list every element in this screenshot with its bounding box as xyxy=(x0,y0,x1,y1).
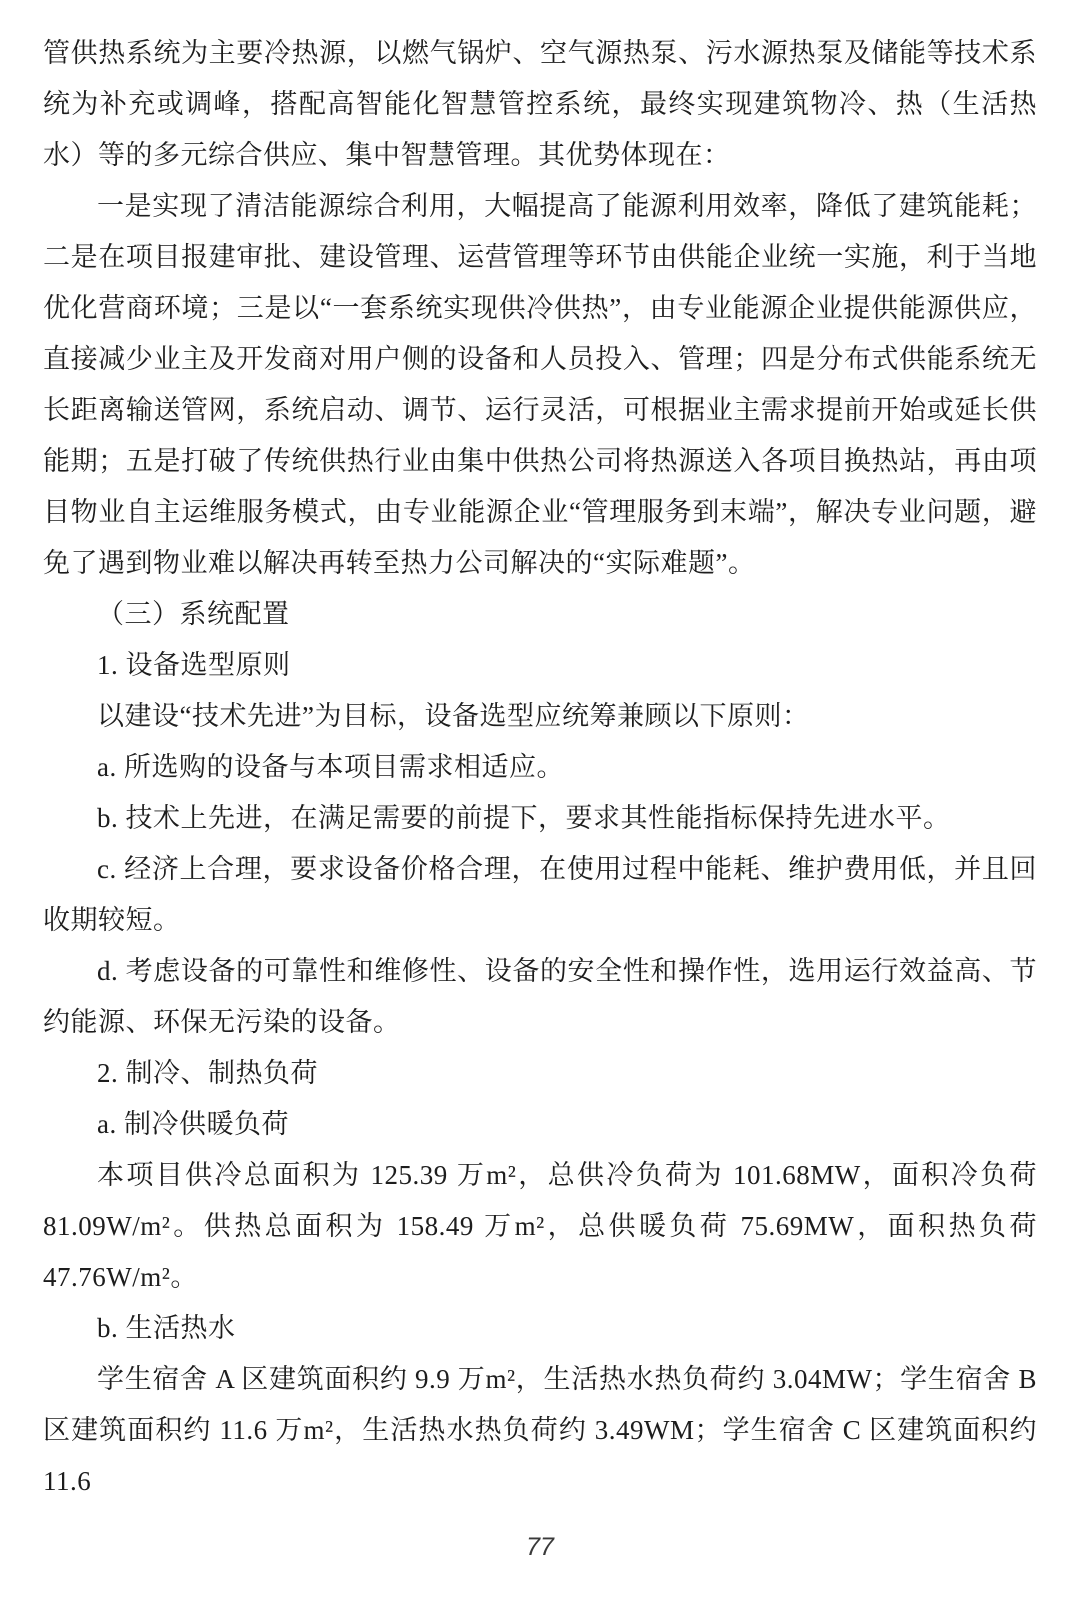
list-item: d. 考虑设备的可靠性和维修性、设备的安全性和操作性，选用运行效益高、节约能源、环保无污染的设备。 xyxy=(43,956,1037,1037)
paragraph: 一是实现了清洁能源综合利用，大幅提高了能源利用效率，降低了建筑能耗；二是在项目报建审批、建设管理、运营管理等环节由供能企业统一实施，利于当地优化营商环境；三是以“一套系统实现供冷供热”，由专业能源企业提供能源供应，直接减少业主及开发商对用户侧的设备和人员投入、管理；四是分布式供能系统无长距离输送管网，系统启动、调节、运行灵活，可根据业主需求提前开始或延长供能期；五是打破了传统供热行业由集中供热公司将热源送入各项目换热站，再由项目物业自主运维服务模式，由专业能源企业“管理服务到末端”，解决专业问题，避免了遇到物业难以解决再转至热力公司解决的“实际难题”。 xyxy=(43,191,1037,578)
paragraph: 以建设“技术先进”为目标，设备选型应统筹兼顾以下原则： xyxy=(97,701,810,731)
paragraph: 管供热系统为主要冷热源，以燃气锅炉、空气源热泵、污水源热泵及储能等技术系统为补充或调峰，搭配高智能化智慧管控系统，最终实现建筑物冷、热（生活热水）等的多元综合供应、集中智慧管理。其优势体现在： xyxy=(43,38,1037,170)
paragraph: 学生宿舍 A 区建筑面积约 9.9 万m²，生活热水热负荷约 3.04MW；学生宿舍 B 区建筑面积约 11.6 万m²，生活热水热负荷约 3.49WM；学生宿舍 C 区建筑面积约 11.6 xyxy=(43,1364,1037,1496)
subsection-heading: a. 制冷供暖负荷 xyxy=(97,1109,289,1139)
subsection-heading: b. 生活热水 xyxy=(97,1313,236,1343)
list-item: a. 所选购的设备与本项目需求相适应。 xyxy=(97,752,564,782)
page-number: 77 xyxy=(526,1533,554,1561)
list-item: c. 经济上合理，要求设备价格合理，在使用过程中能耗、维护费用低，并且回收期较短。 xyxy=(43,854,1037,935)
section-heading: （三）系统配置 xyxy=(97,599,290,629)
document-body xyxy=(43,28,1037,1507)
paragraph: 本项目供冷总面积为 125.39 万m²，总供冷负荷为 101.68MW，面积冷负荷 81.09W/m²。供热总面积为 158.49 万m²，总供暖负荷 75.69MW，面积热负荷 47.76W/m²。 xyxy=(43,1160,1037,1292)
list-item: b. 技术上先进，在满足需要的前提下，要求其性能指标保持先进水平。 xyxy=(97,803,951,833)
subsection-heading: 2. 制冷、制热负荷 xyxy=(97,1058,318,1088)
subsection-heading: 1. 设备选型原则 xyxy=(97,650,291,680)
